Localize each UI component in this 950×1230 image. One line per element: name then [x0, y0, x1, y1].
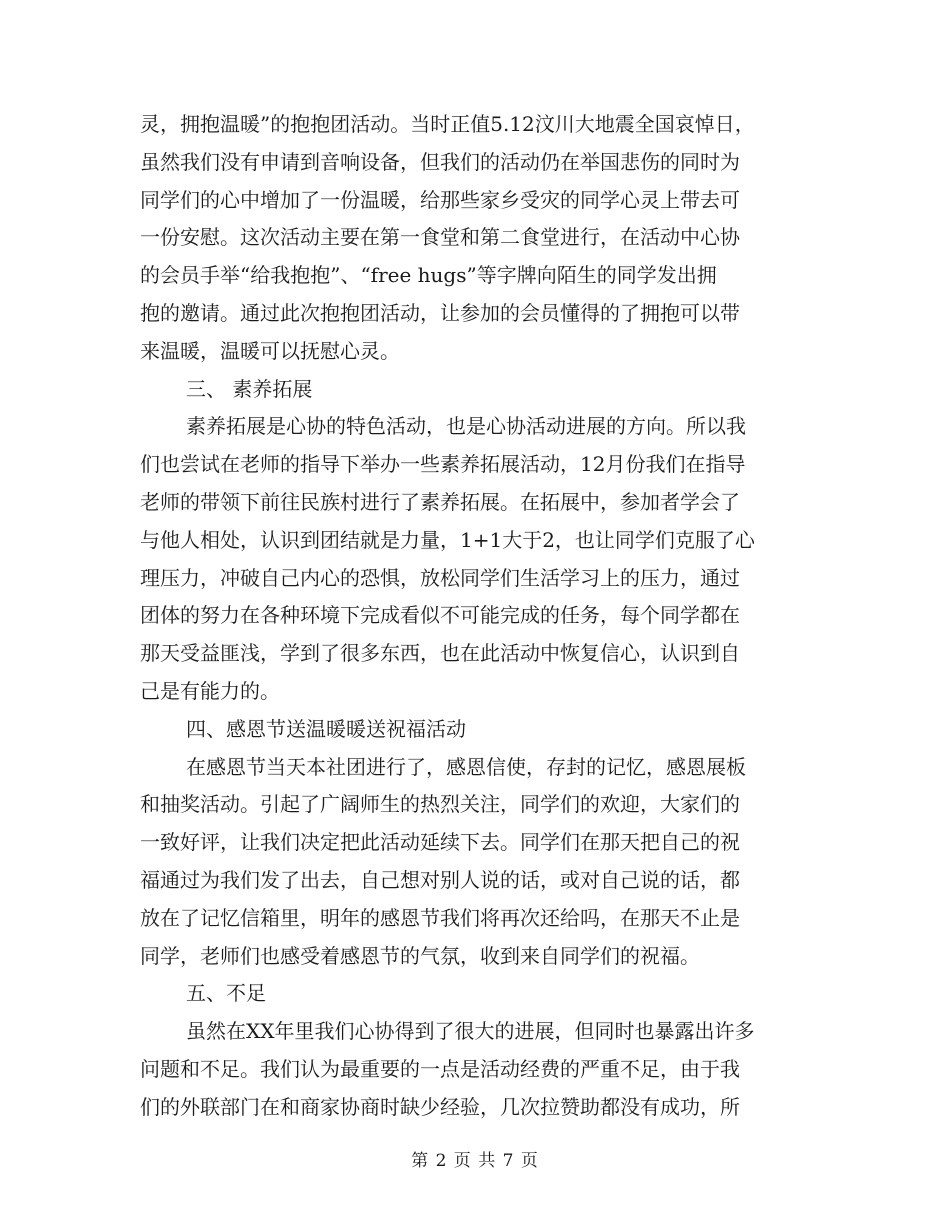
text-line: 来温暖，温暖可以抚慰心灵。	[140, 338, 400, 363]
text-line: 五、不足	[186, 981, 266, 1006]
text-line: 和抽奖活动。引起了广阔师生的热烈关注，同学们的欢迎，大家们的	[140, 792, 740, 817]
text-line: 的会员手举“给我抱抱”、“free hugs”等字牌向陌生的同学发出拥	[140, 263, 717, 288]
text-line: 素养拓展是心协的特色活动，也是心协活动进展的方向。所以我	[186, 414, 746, 439]
text-line: 一致好评，让我们决定把此活动延续下去。同学们在那天把自己的祝	[140, 830, 740, 855]
text-line: 同学，老师们也感受着感恩节的气氛，收到来自同学们的祝福。	[140, 943, 700, 968]
text-line: 问题和不足。我们认为最重要的一点是活动经费的严重不足，由于我	[140, 1056, 740, 1081]
text-line: 三、 素养拓展	[186, 376, 313, 401]
text-line: 团体的努力在各种环境下完成看似不可能完成的任务，每个同学都在	[140, 603, 740, 628]
text-line: 老师的带领下前往民族村进行了素养拓展。在拓展中，参加者学会了	[140, 489, 740, 514]
text-line: 一份安慰。这次活动主要在第一食堂和第二食堂进行，在活动中心协	[140, 225, 740, 250]
text-line: 们的外联部门在和商家协商时缺少经验，几次拉赞助都没有成功，所	[140, 1094, 740, 1119]
text-line: 福通过为我们发了出去，自己想对别人说的话，或对自己说的话，都	[140, 867, 740, 892]
text-line: 理压力，冲破自己内心的恐惧，放松同学们生活学习上的压力，通过	[140, 565, 740, 590]
page-footer: 第 2 页 共 7 页	[411, 1151, 539, 1171]
text-line: 四、感恩节送温暖暖送祝福活动	[186, 716, 466, 741]
text-line: 虽然在XX年里我们心协得到了很大的进展，但同时也暴露出许多	[186, 1019, 755, 1044]
text-line: 己是有能力的。	[140, 678, 280, 703]
text-line: 抱的邀请。通过此次抱抱团活动，让参加的会员懂得的了拥抱可以带	[140, 300, 740, 325]
text-line: 与他人相处，认识到团结就是力量，1+1大于2，也让同学们克服了心	[140, 527, 755, 552]
text-line: 同学们的心中增加了一份温暖，给那些家乡受灾的同学心灵上带去可	[140, 187, 740, 212]
text-line: 们也尝试在老师的指导下举办一些素养拓展活动，12月份我们在指导	[140, 452, 746, 477]
text-line: 在感恩节当天本社团进行了，感恩信使，存封的记忆，感恩展板	[186, 754, 746, 779]
text-line: 灵，拥抱温暖”的抱抱团活动。当时正值5.12汶川大地震全国哀悼日，	[140, 112, 755, 136]
text-line: 虽然我们没有申请到音响设备，但我们的活动仍在举国悲伤的同时为	[140, 149, 740, 174]
text-line: 放在了记忆信箱里，明年的感恩节我们将再次还给吗，在那天不止是	[140, 905, 740, 930]
document-body	[140, 106, 810, 1127]
text-line: 那天受益匪浅，学到了很多东西，也在此活动中恢复信心，认识到自	[140, 641, 740, 666]
